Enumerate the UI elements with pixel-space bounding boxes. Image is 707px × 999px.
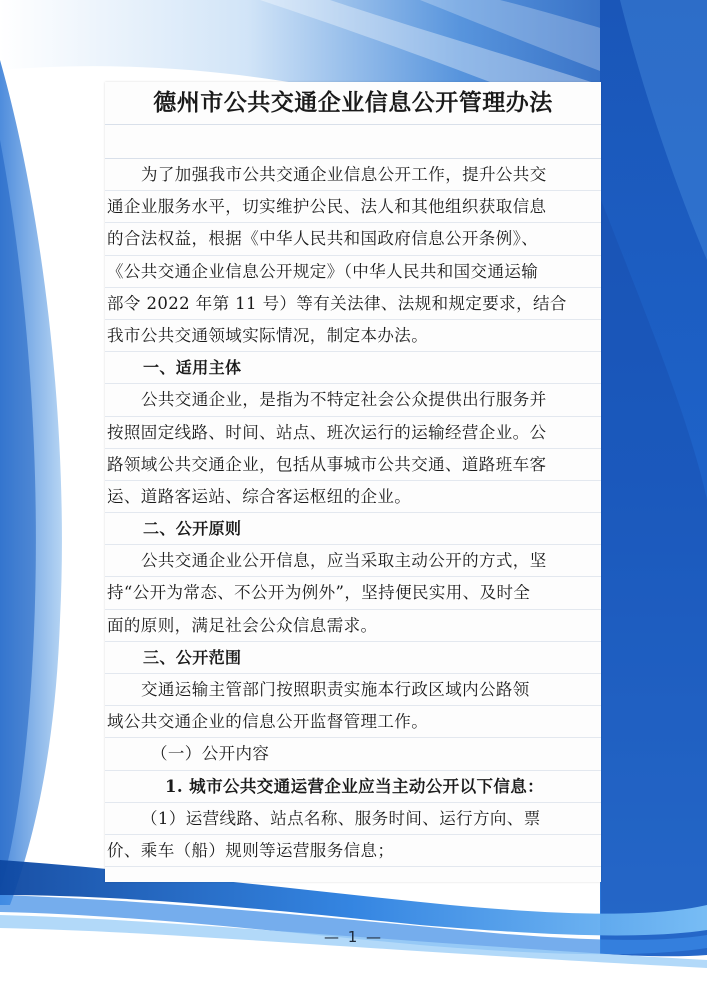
document-page [105,82,601,882]
document-body [105,159,601,867]
paragraph-line: 价、乘车（船）规则等运营服务信息； [105,835,601,867]
paragraph-line: 的合法权益，根据《中华人民共和国政府信息公开条例》、 [105,223,601,255]
blank-row [105,125,601,159]
paragraph-line: 公共交通企业公开信息，应当采取主动公开的方式，坚 [105,545,601,577]
paragraph-line: （一）公开内容 [105,738,601,770]
paragraph-line: 路领域公共交通企业，包括从事城市公共交通、道路班车客 [105,449,601,481]
paragraph-line: 为了加强我市公共交通企业信息公开工作，提升公共交 [105,159,601,191]
paragraph-line: 面的原则，满足社会公众信息需求。 [105,610,601,642]
paragraph-line: 公共交通企业，是指为不特定社会公众提供出行服务并 [105,384,601,416]
paragraph-line: 交通运输主管部门按照职责实施本行政区域内公路领 [105,674,601,706]
paragraph-line: 通企业服务水平，切实维护公民、法人和其他组织获取信息 [105,191,601,223]
section-heading: 二、公开原则 [105,513,601,545]
page-number: — 1 — [323,928,384,946]
paragraph-line: 持“公开为常态、不公开为例外”，坚持便民实用、及时全 [105,577,601,609]
paragraph-line: 域公共交通企业的信息公开监督管理工作。 [105,706,601,738]
paragraph-line: 1. 城市公共交通运营企业应当主动公开以下信息： [105,771,601,803]
paragraph-line: 部令 2022 年第 11 号）等有关法律、法规和规定要求，结合 [105,288,601,320]
paragraph-line: 运、道路客运站、综合客运枢纽的企业。 [105,481,601,513]
paragraph-line: 按照固定线路、时间、站点、班次运行的运输经营企业。公 [105,417,601,449]
paragraph-line: 《公共交通企业信息公开规定》（中华人民共和国交通运输 [105,256,601,288]
section-heading: 一、适用主体 [105,352,601,384]
document-title: 德州市公共交通企业信息公开管理办法 [105,82,601,125]
section-heading: 三、公开范围 [105,642,601,674]
paragraph-line: （1）运营线路、站点名称、服务时间、运行方向、票 [105,803,601,835]
paragraph-line: 我市公共交通领域实际情况，制定本办法。 [105,320,601,352]
